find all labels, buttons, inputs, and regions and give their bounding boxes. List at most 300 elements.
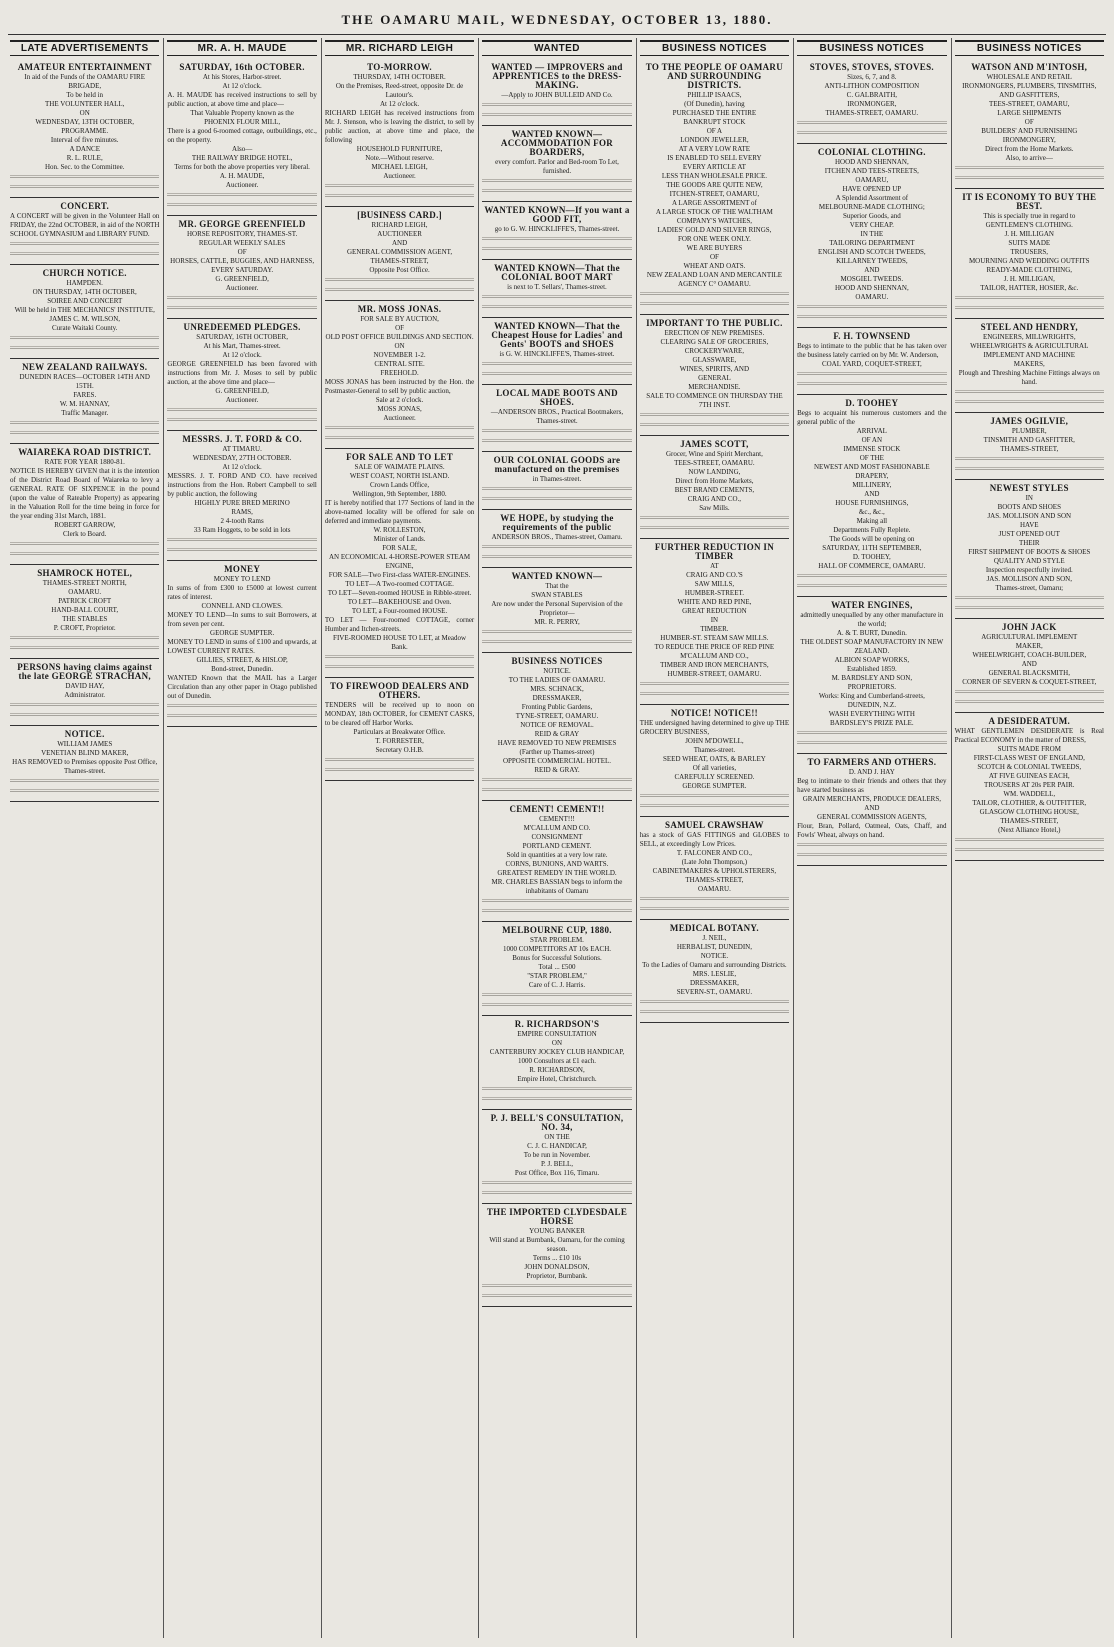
fine-print <box>797 582 946 591</box>
advertisement <box>10 198 159 265</box>
ad-line: MOSS JONAS, <box>377 405 422 413</box>
fine-print <box>167 702 316 711</box>
ad-title: R. RICHARDSON'S <box>514 1019 600 1029</box>
ad-line: VERY CHEAP. <box>849 221 894 229</box>
fine-print <box>640 524 789 533</box>
ad-title: WANTED KNOWN—ACCOMMODATION FOR BOARDERS, <box>500 129 614 157</box>
ad-line: OF <box>395 324 405 332</box>
ad-line: 1000 Consultors at £1 each. <box>518 1057 596 1065</box>
ad-line: AT <box>710 562 719 570</box>
ad-line: A LARGE STOCK OF THE WALTHAM COMPANY'S WATCHES, <box>655 208 773 225</box>
ad-line: REGULAR WEEKLY SALES <box>198 239 286 247</box>
ad-line: SAW MILLS, <box>694 580 735 588</box>
ad-line: T. FALCONER AND CO., <box>676 849 753 857</box>
ad-line: PROGRAMME. <box>61 127 109 135</box>
ad-line: HOUSE FURNISHINGS, <box>835 499 909 507</box>
ad-line: THEIR <box>1018 539 1040 547</box>
column-1 <box>6 38 163 1638</box>
fine-print <box>482 485 631 494</box>
fine-print <box>482 786 631 795</box>
ad-line: NOTICE. <box>543 667 571 675</box>
column-rule <box>478 38 479 1638</box>
ad-line: TINSMITH AND GASFITTER, <box>983 436 1075 444</box>
ad-line: Auctioneer. <box>383 172 416 180</box>
ad-line: REID & GRAY. <box>534 766 580 774</box>
advertisement <box>640 817 789 920</box>
ad-line: Beg to intimate to their friends and others that they have started business as <box>797 777 947 794</box>
fine-print <box>955 594 1104 603</box>
ad-title: CHURCH NOTICE. <box>42 268 127 278</box>
ad-line: C. J. C. HANDICAP, <box>527 1142 587 1150</box>
ad-line: At 12 o'clock. <box>222 82 262 90</box>
ad-line: TAILORING DEPARTMENT <box>829 239 915 247</box>
ad-line: OF <box>237 248 247 256</box>
fine-print <box>167 191 316 200</box>
ad-line: D. AND J. HAY <box>848 768 895 776</box>
advertisement <box>325 207 474 301</box>
ad-line: IRONMONGERS, PLUMBERS, TINSMITHS, AND GASFITTERS, <box>962 82 1097 99</box>
fine-print <box>797 119 946 128</box>
ad-line: MILLINERY, <box>852 481 892 489</box>
ad-line: —ANDERSON BROS., Practical Bootmakers, Thames-street. <box>490 408 624 425</box>
fine-print <box>482 1179 631 1188</box>
ad-line: JAMES C. M. WILSON, <box>49 315 121 323</box>
advertisement <box>482 260 631 318</box>
ad-line: HAVE OPENED UP <box>842 185 902 193</box>
column-6 <box>793 38 950 1638</box>
ad-line: SALE OF WAIMATE PLAINS. <box>354 463 445 471</box>
ad-title: IMPORTANT TO THE PUBLIC. <box>646 318 783 328</box>
ad-line: JOHN M'DOWELL, <box>685 737 744 745</box>
ad-line: FOR ONE WEEK ONLY. <box>677 235 751 243</box>
ad-line: GENERAL BLACKSMITH, <box>988 669 1070 677</box>
ad-line: YOUNG BANKER <box>529 1227 585 1235</box>
fine-print <box>482 1095 631 1104</box>
ad-title: NEWEST STYLES <box>989 483 1069 493</box>
ad-line: WHAT GENTLEMEN DESIDERATE is Real Practical ECONOMY in the matter of DRESS, <box>954 727 1104 744</box>
ad-line: TIMBER. <box>700 625 729 633</box>
ad-line: Administrator. <box>64 691 106 699</box>
fine-print <box>10 250 159 259</box>
fine-print <box>325 434 474 443</box>
advertisement <box>325 301 474 449</box>
ad-line: LARGE SHIPMENTS <box>997 109 1062 117</box>
ad-line: HIGHLY PURE BRED MERINO <box>194 499 290 507</box>
fine-print <box>10 344 159 353</box>
ad-line: AND <box>1021 660 1037 668</box>
ad-line: EVERY SATURDAY. <box>211 266 274 274</box>
ad-line: SOIREE AND CONCERT <box>47 297 123 305</box>
ad-line: G. GREENFIELD, <box>215 387 269 395</box>
advertisement <box>797 59 946 144</box>
ad-title: D. TOOHEY <box>845 398 899 408</box>
ad-line: TAILOR, HATTER, HOSIER, &c. <box>980 284 1079 292</box>
fine-print <box>10 334 159 343</box>
ad-title: WE HOPE, by studying the requirements of the public <box>500 513 614 532</box>
ad-line: On the Premises, Reed-street, opposite Dr. de Lautour's. <box>335 82 464 99</box>
column-heading: BUSINESS NOTICES <box>955 40 1104 56</box>
ad-line: Saw Mills. <box>699 504 730 512</box>
ad-line: go to G. W. HINCKLIFFE'S, Thames-street. <box>494 225 620 233</box>
advertisement <box>325 59 474 207</box>
advertisement <box>955 413 1104 480</box>
ad-line: TO THE LADIES OF OAMARU. <box>508 676 606 684</box>
ad-line: NEWEST AND MOST FASHIONABLE <box>814 463 930 471</box>
ad-line: HORSE REPOSITORY, THAMES-ST. <box>186 230 298 238</box>
ad-line: in Thames-street. <box>532 475 582 483</box>
ad-line: JUST OPENED OUT <box>998 530 1060 538</box>
ad-line: AND <box>864 490 880 498</box>
ad-title: TO FIREWOOD DEALERS AND OTHERS. <box>330 681 470 700</box>
ad-line: ARRIVAL <box>856 427 887 435</box>
ad-line: SWAN STABLES <box>531 591 583 599</box>
ad-line: CORNS, BUNIONS, AND WARTS. <box>505 860 609 868</box>
ad-title: JOHN JACK <box>1002 622 1057 632</box>
advertisement <box>10 359 159 444</box>
ad-title: MONEY <box>224 564 261 574</box>
column-heading: MR. RICHARD LEIGH <box>325 40 474 56</box>
fine-print <box>167 546 316 555</box>
ad-line: WEST COAST, NORTH ISLAND. <box>349 472 450 480</box>
ad-line: PORTLAND CEMENT. <box>522 842 592 850</box>
ad-line: ANDERSON BROS., Thames-street, Oamaru. <box>491 533 623 541</box>
ad-line: REID & GRAY <box>534 730 580 738</box>
ad-line: M'CALLUM AND CO., <box>680 652 749 660</box>
ad-line: PLUMBER, <box>1011 427 1047 435</box>
column-heading: BUSINESS NOTICES <box>797 40 946 56</box>
ad-line: OF THE <box>859 454 884 462</box>
ad-line: Traffic Manager. <box>61 409 109 417</box>
ad-title: WANTED KNOWN— <box>511 571 603 581</box>
ad-title: WATER ENGINES, <box>831 600 913 610</box>
ad-line: Proprietor, Burnbank. <box>526 1272 588 1280</box>
fine-print <box>640 998 789 1007</box>
ad-line: OF AN <box>861 436 883 444</box>
ad-line: At 12 o'clock. <box>222 463 262 471</box>
ad-title: TO THE PEOPLE OF OAMARU AND SURROUNDING DISTRICTS. <box>645 62 784 90</box>
ad-line: THE RAILWAY BRIDGE HOTEL, <box>191 154 293 162</box>
ad-line: (Of Dunedin), having <box>684 100 745 108</box>
ad-line: CRAIG AND CO.'S <box>686 571 743 579</box>
ad-line: MONEY TO LEND <box>213 575 271 583</box>
ad-title: AMATEUR ENTERTAINMENT <box>17 62 152 72</box>
fine-print <box>640 802 789 811</box>
ad-line: RICHARD LEIGH, <box>371 221 428 229</box>
ad-line: AN ECONOMICAL 4-HORSE-POWER STEAM ENGINE, <box>329 553 471 570</box>
ad-line: STAR PROBLEM. <box>530 936 584 944</box>
ad-line: MESSRS. J. T. FORD AND CO. have received instructions from the Hon. Robert Campbell to sell by public auction, the following <box>167 472 317 498</box>
ad-line: CRAIG AND CO., <box>687 495 742 503</box>
ad-line: That the <box>545 582 569 590</box>
column-4 <box>478 38 635 1638</box>
column-7 <box>951 38 1108 1638</box>
ad-line: IS ENABLED TO SELL EVERY <box>667 154 762 162</box>
ad-line: HAVE REMOVED TO NEW PREMISES <box>497 739 617 747</box>
ad-line: CANTERBURY JOCKEY CLUB HANDICAP, <box>489 1048 625 1056</box>
ad-line: MOSS JONAS has been instructed by the Hon. the Postmaster-General to sell by public auction, <box>324 378 475 395</box>
fine-print <box>325 192 474 201</box>
ad-line: TO LET — Four-roomed COTTAGE, corner Humber and Itchen-streets. <box>324 616 475 633</box>
ad-line: SCOTCH & COLONIAL TWEEDS, <box>977 763 1082 771</box>
ad-line: AT FIVE GUINEAS EACH, <box>988 772 1070 780</box>
ad-line: Established 1859. <box>846 665 897 673</box>
ad-line: Secretary O.H.B. <box>375 746 424 754</box>
fine-print <box>10 173 159 182</box>
ad-line: A CONCERT will be given in the Volunteer Hall on FRIDAY, the 22nd OCTOBER, in aid of the NORTH SCHOOL GYMNASIUM and LIBRARY FUND. <box>10 212 160 238</box>
ad-line: Auctioneer. <box>225 284 259 292</box>
ad-line: "STAR PROBLEM," <box>527 972 587 980</box>
ad-line: Auctioneer. <box>383 414 416 422</box>
ad-title: SATURDAY, 16th OCTOBER. <box>179 62 305 72</box>
column-heading: LATE ADVERTISEMENTS <box>10 40 159 56</box>
ad-line: DRESSMAKER, <box>690 979 739 987</box>
ad-line: Also, to arrive— <box>1005 154 1053 162</box>
ad-line: THE OLDEST SOAP MANUFACTORY IN NEW ZEALAND. <box>800 638 944 655</box>
ad-title: STOVES, STOVES, STOVES. <box>809 62 934 72</box>
ad-line: ENGLISH AND SCOTCH TWEEDS, <box>818 248 926 256</box>
ad-line: 2 4-tooth Rams <box>220 517 264 525</box>
ad-line: OPPOSITE COMMERCIAL HOTEL. <box>502 757 612 765</box>
fine-print <box>482 628 631 637</box>
ad-line: Thames-street. <box>693 746 736 754</box>
ad-title: MELBOURNE CUP, 1880. <box>502 925 612 935</box>
ad-line: OF <box>1024 118 1034 126</box>
ad-title: MESSRS. J. T. FORD & CO. <box>182 434 302 444</box>
ad-title: UNREDEEMED PLEDGES. <box>183 322 301 332</box>
ad-line: OAMARU. <box>697 885 731 893</box>
fine-print <box>482 1001 631 1010</box>
advertisement <box>167 561 316 727</box>
advertisement <box>482 653 631 801</box>
ad-line: THAMES-STREET NORTH, <box>42 579 127 587</box>
ad-line: WEDNESDAY, 27TH OCTOBER. <box>192 454 292 462</box>
ad-line: ALBION SOAP WORKS, <box>834 656 910 664</box>
ad-line: Post Office, Box 116, Timaru. <box>514 1169 600 1177</box>
fine-print <box>167 304 316 313</box>
column-rule <box>951 38 952 1638</box>
ad-line: is next to T. Sellars', Thames-street. <box>507 283 607 291</box>
advertisement <box>640 705 789 817</box>
fine-print <box>482 187 631 196</box>
ad-line: Begs to acquaint his numerous customers and the general public of the <box>797 409 947 426</box>
ad-title: P. J. BELL'S CONSULTATION, NO. 34, <box>490 1113 624 1132</box>
advertisement <box>482 452 631 510</box>
advertisement <box>10 726 159 802</box>
fine-print <box>955 465 1104 474</box>
advertisement <box>482 1204 631 1307</box>
advertisement <box>955 59 1104 189</box>
ad-line: TO LET—BAKEHOUSE and Oven. <box>347 598 452 606</box>
ad-title: F. H. TOWNSEND <box>833 331 911 341</box>
ad-line: READY-MADE CLOTHING, <box>986 266 1073 274</box>
ad-line: BANKRUPT STOCK <box>683 118 746 126</box>
fine-print <box>482 303 631 312</box>
ad-line: Of all varieties, <box>692 764 737 772</box>
ad-line: GEORGE SUMPTER. <box>210 629 275 637</box>
column-rule <box>163 38 164 1638</box>
ad-line: PATRICK CROFT <box>58 597 112 605</box>
ad-line: &c., &c., <box>858 508 885 516</box>
ad-line: MONEY TO LEND in sums of £100 and upwards, at LOWEST CURRENT RATES. <box>167 638 317 655</box>
ad-line: There is a good 6-roomed cottage, outbuildings, etc., on the property. <box>167 127 317 144</box>
fine-print <box>10 550 159 559</box>
ad-line: DRESSMAKER, <box>532 694 582 702</box>
ad-title: MR. MOSS JONAS. <box>357 304 442 314</box>
fine-print <box>482 235 631 244</box>
ad-line: EVERY ARTICLE AT <box>682 163 746 171</box>
ad-title: PERSONS having claims against the late GEORGE STRACHAN, <box>17 662 153 681</box>
ad-line: QUALITY AND STYLE <box>993 557 1065 565</box>
ad-line: Are now under the Personal Supervision of the Proprietor— <box>491 600 623 617</box>
fine-print <box>797 303 946 312</box>
ad-title: STEEL AND HENDRY, <box>980 322 1078 332</box>
ad-line: To be run in November. <box>523 1151 591 1159</box>
ad-line: —Apply to JOHN BULLEID AND Co. <box>501 91 613 99</box>
ad-line: WHEAT AND OATS. <box>683 262 746 270</box>
ad-line: HERBALIST, DUNEDIN, <box>676 943 752 951</box>
ad-title: TO-MORROW. <box>367 62 432 72</box>
column-rule <box>793 38 794 1638</box>
fine-print <box>797 739 946 748</box>
ad-line: NOW LANDING, <box>688 468 741 476</box>
ad-line: FIRST SHIPMENT OF BOOTS & SHOES <box>968 548 1091 556</box>
advertisement <box>482 1110 631 1204</box>
ad-line: ITCHEN-STREET, OAMARU, <box>669 190 760 198</box>
ad-title: TO FARMERS AND OTHERS. <box>807 757 937 767</box>
fine-print <box>640 905 789 914</box>
ad-line: THAMES-STREET, <box>1000 445 1059 453</box>
fine-print <box>797 729 946 738</box>
fine-print <box>640 411 789 420</box>
ad-line: Terms ... £10 10s <box>532 1254 582 1262</box>
ad-line: PHOENIX FLOUR MILL, <box>204 118 281 126</box>
fine-print <box>167 416 316 425</box>
ad-line: JAS. MOLLISON AND SON, <box>986 575 1072 583</box>
ad-line: J. H. MILLIGAN <box>1004 230 1054 238</box>
ad-line: GLASSWARE, <box>692 356 737 364</box>
fine-print <box>640 300 789 309</box>
ad-line: MAKER, <box>1015 642 1043 650</box>
ad-line: BOOTS AND SHOES <box>997 503 1061 511</box>
ad-line: WHEELWRIGHTS & AGRICULTURAL <box>970 342 1089 350</box>
ad-line: The Goods will be opening on <box>829 535 915 543</box>
ad-line: AGRICULTURAL IMPLEMENT <box>981 633 1078 641</box>
ad-line: WASH EVERYTHING WITH <box>828 710 915 718</box>
ad-line: A. H. MAUDE, <box>219 172 265 180</box>
ad-line: Bond-street, Dunedin. <box>211 665 274 673</box>
advertisement <box>955 319 1104 413</box>
ad-line: CABINETMAKERS & UPHOLSTERERS, <box>652 867 777 875</box>
ad-line: R. RICHARDSON, <box>529 1066 585 1074</box>
ad-line: IRONMONGER, <box>847 100 897 108</box>
ad-line: To the Ladies of Oamaru and surrounding Districts. <box>642 961 787 969</box>
ad-title: WANTED KNOWN—That the Cheapest House for Ladies' and Gents' BOOTS and SHOES <box>491 321 623 349</box>
ad-line: FOR SALE BY AUCTION, <box>360 315 439 323</box>
ad-line: NEW ZEALAND LOAN AND MERCANTILE AGENCY C° OAMARU. <box>646 271 782 288</box>
ad-line: Wellington, 9th September, 1880. <box>352 490 447 498</box>
fine-print <box>955 398 1104 407</box>
fine-print <box>797 572 946 581</box>
ad-line: PHILLIP ISAACS, <box>687 91 742 99</box>
advertisement <box>482 922 631 1016</box>
ad-line: Opposite Post Office. <box>369 266 430 274</box>
ad-line: RAMS, <box>231 508 253 516</box>
ad-title: CEMENT! CEMENT!! <box>509 804 605 814</box>
fine-print <box>482 638 631 647</box>
ad-line: GLASGOW CLOTHING HOUSE, <box>979 808 1079 816</box>
fine-print <box>482 427 631 436</box>
fine-print <box>482 897 631 906</box>
ad-line: ERECTION OF NEW PREMISES. <box>664 329 765 337</box>
ad-title: MEDICAL BOTANY. <box>669 923 759 933</box>
ad-line: Total ... £500 <box>538 963 576 971</box>
fine-print <box>797 370 946 379</box>
ad-line: HOOD AND SHENNAN, <box>835 284 909 292</box>
ad-title: NOTICE. <box>64 729 105 739</box>
ad-line: GENERAL <box>698 374 731 382</box>
ad-line: IMPLEMENT AND MACHINE <box>983 351 1076 359</box>
ad-line: HOUSEHOLD FURNITURE, <box>356 145 443 153</box>
fine-print <box>482 437 631 446</box>
advertisement <box>167 59 316 216</box>
ad-line: RICHARD LEIGH has received instructions from Mr. J. Stenson, who is leaving the district, to sell by public auction, at above time and place, the following <box>324 109 475 144</box>
ad-line: KILLARNEY TWEEDS, <box>836 257 908 265</box>
fine-print <box>955 174 1104 183</box>
ad-line: ON THE <box>544 1133 570 1141</box>
fine-print <box>482 101 631 110</box>
fine-print <box>640 895 789 904</box>
advertisement <box>482 568 631 653</box>
ad-line: every comfort. Parlor and Bed-room To Let, furnished. <box>495 158 619 175</box>
fine-print <box>482 370 631 379</box>
column-heading: WANTED <box>482 40 631 56</box>
ad-line: (Next Alliance Hotel,) <box>998 826 1061 834</box>
ad-line: GEORGE SUMPTER. <box>682 782 747 790</box>
ad-line: CONSIGNMENT <box>531 833 583 841</box>
ad-line: GRAIN MERCHANTS, PRODUCE DEALERS, <box>802 795 941 803</box>
fine-print <box>482 553 631 562</box>
ad-title: A DESIDERATUM. <box>988 716 1071 726</box>
ad-line: COAL YARD, COQUET-STREET, <box>821 360 922 368</box>
advertisement <box>640 315 789 436</box>
fine-print <box>955 455 1104 464</box>
fine-print <box>482 1292 631 1301</box>
ad-line: MONEY TO LEND—In sums to suit Borrowers, at from seven per cent. <box>167 611 317 628</box>
ad-line: AT A VERY LOW RATE <box>678 145 751 153</box>
ad-line: SUITS MADE <box>1008 239 1051 247</box>
advertisement <box>167 319 316 431</box>
advertisement <box>482 510 631 568</box>
ad-line: Clerk to Board. <box>63 530 107 538</box>
advertisement <box>640 539 789 705</box>
ad-title: JAMES OGILVIE, <box>990 416 1069 426</box>
ad-line: SEED WHEAT, OATS, & BARLEY <box>663 755 766 763</box>
ad-line: LONDON JEWELLER, <box>680 136 749 144</box>
ad-line: DRAPERY, <box>855 472 889 480</box>
ad-title: CONCERT. <box>60 201 110 211</box>
masthead-rule <box>8 34 1106 35</box>
fine-print <box>325 663 474 672</box>
ad-title: WANTED KNOWN—If you want a GOOD FIT, <box>484 205 630 224</box>
fine-print <box>482 991 631 1000</box>
ad-line: MICHAEL LEIGH, <box>371 163 428 171</box>
ad-line: Hon. Sec. to the Committee. <box>44 163 125 171</box>
ad-line: FOR SALE—Two First-class WATER-ENGINES. <box>328 571 471 579</box>
ad-line: WILLIAM JAMES <box>57 740 113 748</box>
ad-line: Terms for both the above properties very liberal. <box>174 163 310 171</box>
ad-line: Will be held in THE MECHANICS' INSTITUTE, <box>14 306 155 314</box>
fine-print <box>325 653 474 662</box>
